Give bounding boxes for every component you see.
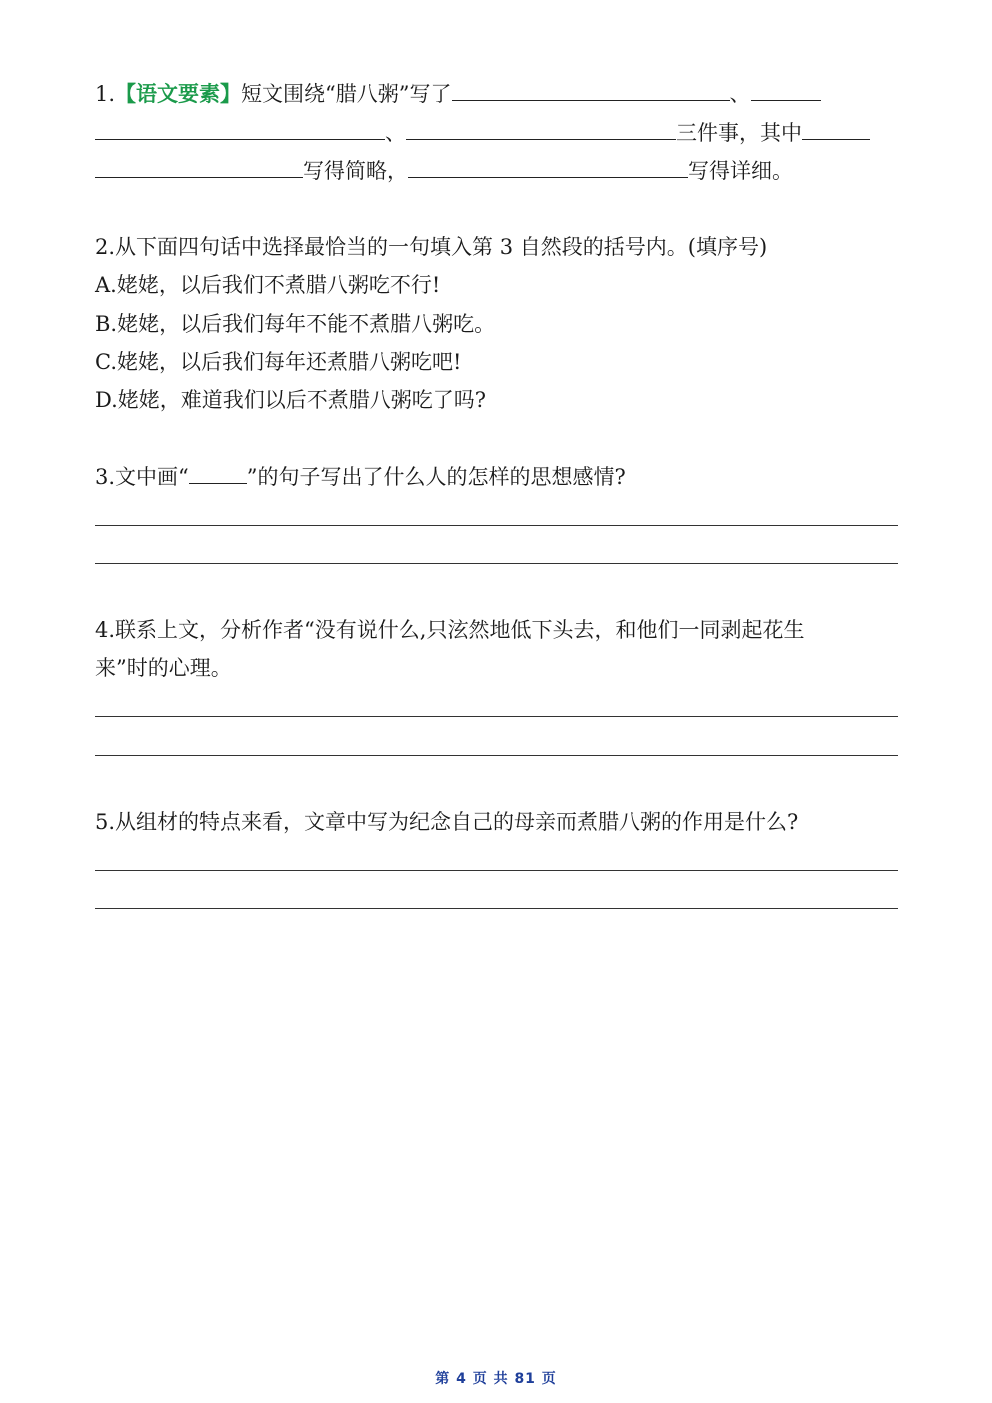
q1-line2 [95,119,870,147]
q1-tag: 【语文要素】 [115,82,242,106]
q3-pre: 3.文中画“ [95,465,189,489]
q5-title: 5.从组材的特点来看，文章中写为纪念自己的母亲而煮腊八粥的作用是什么? [95,810,799,834]
q1-line1 [95,80,821,108]
q1-blank-2-start[interactable] [751,80,821,101]
q4-answer-line-1[interactable] [95,716,898,717]
q4-answer-line-2[interactable] [95,755,898,756]
q3-answer-line-2[interactable] [95,563,898,564]
q1-text-b: 三件事，其中 [676,121,802,145]
q1-text-c: 写得简略， [303,159,408,183]
q3-title [95,463,626,491]
q5-answer-line-1[interactable] [95,870,898,871]
q2-option-c: C.姥姥，以后我们每年还煮腊八粥吃吧! [95,350,462,374]
page-footer: 第 4 页 共 81 页 [435,1371,557,1387]
q5-answer-line-2[interactable] [95,908,898,909]
q1-sep-1: 、 [729,82,751,106]
q1-blank-4-start[interactable] [802,119,870,140]
q2-option-b: B.姥姥，以后我们每年不能不煮腊八粥吃。 [95,312,496,336]
q3-post: ”的句子写出了什么人的怎样的思想感情? [246,465,626,489]
q1-blank-4-end[interactable] [95,157,303,178]
q1-text-a: 短文围绕“腊八粥”写了 [241,82,452,106]
q1-line3 [95,157,793,185]
q3-answer-line-1[interactable] [95,525,898,526]
q1-sep-2: 、 [385,121,406,145]
q1-blank-2-end[interactable] [95,119,385,140]
q2-option-a: A.姥姥，以后我们不煮腊八粥吃不行! [95,273,441,297]
q3-underline-sample [189,465,247,484]
q1-blank-3[interactable] [406,119,676,140]
q1-text-d: 写得详细。 [688,159,793,183]
q2-option-d: D.姥姥，难道我们以后不煮腊八粥吃了吗? [95,388,487,412]
q2-title: 2.从下面四句话中选择最恰当的一句填入第 3 自然段的括号内。(填序号) [95,235,768,259]
q1-blank-5[interactable] [408,157,688,178]
q4-title-line-1: 4.联系上文，分析作者“没有说什么,只泫然地低下头去，和他们一同剥起花生 [95,618,805,642]
q1-number: 1. [95,82,116,106]
q4-title-line-2: 来”时的心理。 [95,656,232,680]
q1-blank-1[interactable] [452,80,730,101]
